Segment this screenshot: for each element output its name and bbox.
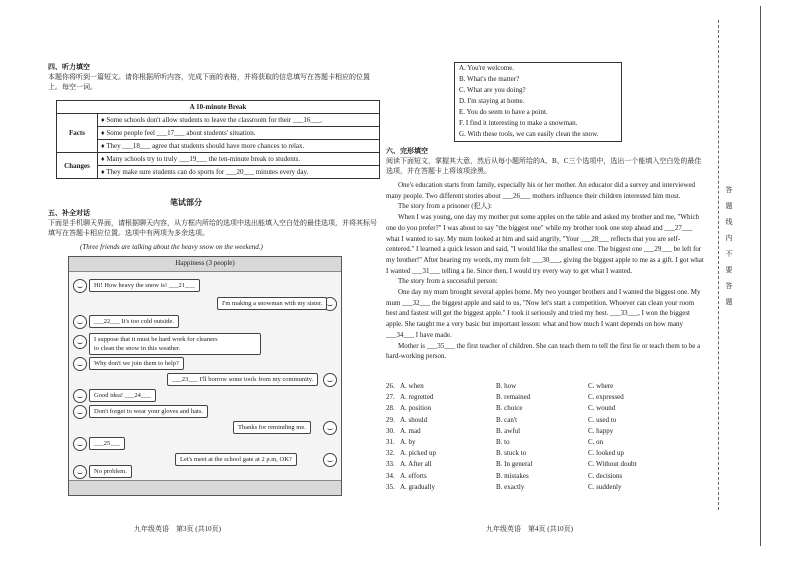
chat-titlebar: [69, 257, 341, 272]
choice-b: B. can't: [496, 415, 518, 424]
choice-a: A. picked up: [400, 449, 436, 458]
binding-char: 线: [725, 218, 733, 226]
chat-input-bar[interactable]: [69, 480, 341, 495]
choice-b: B. remained: [496, 393, 531, 402]
choice-a: A. mad: [400, 426, 421, 435]
avatar: [73, 437, 87, 451]
section5-title: 五、补全对话: [48, 209, 90, 217]
option-item: A. You're welcome.: [459, 64, 515, 72]
avatar: [323, 453, 337, 467]
chat-message: No problem.: [89, 465, 132, 478]
avatar: [73, 389, 87, 403]
avatar: [323, 421, 337, 435]
chat-message: Why don't we join them to help?: [89, 357, 184, 370]
choice-c: C. wound: [588, 404, 616, 413]
option-item: F. I find it interesting to make a snowman.: [459, 119, 578, 127]
choice-a: A. After all: [400, 460, 432, 469]
change-row: ♦ They make sure students can do sports for ___20___ minutes every day.: [98, 166, 380, 179]
choice-row: [386, 426, 686, 437]
choice-b: B. In general: [496, 460, 533, 469]
choice-list: [386, 381, 686, 493]
choice-row: [386, 471, 686, 482]
chat-message: Hi! How heavy the snow is! ___21___: [89, 279, 200, 292]
passage-paragraph: One's education starts from family, especially his or her mother. An educator did a survey and interviewed many people. Two different stories about ___26___ mothers influence their children interested him most.: [386, 181, 696, 200]
choice-a: A. by: [400, 437, 416, 446]
table-title: A 10-minute Break: [57, 101, 380, 114]
chat-window: [68, 256, 342, 496]
facts-label: Facts: [57, 114, 98, 153]
choice-number: 26.: [386, 382, 395, 390]
choice-row: [386, 437, 686, 448]
section6-instructions: 阅读下面短文，掌握其大意，然后从每小题所给的A、B、C三个选项中，选出一个能填入空白处的最佳选项，并在答题卡上将该项涂黑。: [386, 157, 702, 175]
chat-message: ___23___ I'll borrow some tools from my community.: [167, 373, 318, 386]
chat-message: Thanks for reminding me.: [233, 421, 311, 434]
avatar: [73, 335, 87, 349]
choice-b: B. choice: [496, 404, 523, 413]
choice-c: C. expressed: [588, 393, 624, 402]
avatar: [323, 373, 337, 387]
binding-line: [718, 20, 720, 510]
choice-c: C. decisions: [588, 471, 623, 480]
passage-subheading: The story from a successful person:: [398, 277, 498, 286]
choice-row: [386, 459, 686, 470]
avatar: [73, 279, 87, 293]
dialogue-scene: (Three friends are talking about the heavy snow on the weekend.): [80, 243, 263, 251]
passage-paragraph: One day my mum brought several apples home. My two younger brothers and I wanted the biggest one. My mum ___32___ the biggest apple and said to us, "Now let's start a competition. Whoever can clean your room best and fastest will get the biggest apple." I took it seriously and tried my best. ___33___, I won the biggest apple. She taught me a very basic but important lesson: what and how much I want depends on how many ___34___ I have made.: [386, 288, 701, 339]
avatar: [73, 357, 87, 371]
choice-number: 34.: [386, 471, 395, 480]
choice-b: B. awful: [496, 426, 521, 435]
choice-number: 28.: [386, 404, 395, 413]
choice-number: 30.: [386, 426, 395, 435]
avatar: [73, 465, 87, 479]
passage-paragraph: Mother is ___35___ the first teacher of children. She can teach them to tell the first lie or teach them to be a hard-working person.: [386, 341, 701, 361]
choice-c: C. suddenly: [588, 482, 622, 491]
option-item: D. I'm staying at home.: [459, 97, 525, 105]
option-item: E. You do seem to have a point.: [459, 108, 548, 116]
binding-char: 要: [725, 266, 733, 274]
section4-instructions: 本题你将听到一篇短文。请你根据所听内容，完成下面的表格，并将获取的信息填写在答题卡相应的位置上。每空一词。: [48, 73, 370, 91]
choice-number: 29.: [386, 415, 395, 424]
cloze-passage: [386, 180, 704, 362]
chat-message: ___25___: [89, 437, 125, 450]
written-part-heading: 笔试部分: [170, 198, 202, 207]
choice-b: B. exactly: [496, 482, 525, 491]
chat-title: Happiness (3 people): [175, 259, 235, 267]
fact-row: ♦ Some schools don't allow students to leave the classroom for their ___16___.: [98, 114, 380, 127]
option-item: C. What are you doing?: [459, 86, 526, 94]
binding-char: 题: [725, 298, 733, 306]
choice-c: C. where: [588, 382, 614, 390]
options-box: [454, 62, 622, 142]
choice-row: [386, 482, 686, 493]
binding-char: 内: [725, 234, 733, 242]
choice-row: [386, 392, 686, 403]
choice-c: C. Without doubt: [588, 460, 637, 469]
option-item: G. With these tools, we can easily clean the snow.: [459, 130, 599, 138]
option-item: B. What's the matter?: [459, 75, 520, 83]
choice-a: A. gradually: [400, 482, 435, 491]
binding-char: 题: [725, 202, 733, 210]
choice-a: A. should: [400, 415, 428, 424]
choice-number: 33.: [386, 460, 395, 469]
avatar: [73, 405, 87, 419]
choice-a: A. regretted: [400, 393, 434, 402]
choice-a: A. efforts: [400, 471, 427, 480]
chat-message: I'm making a snowman with my sister.: [217, 297, 327, 310]
choice-a: A. position: [400, 404, 432, 413]
change-row: ♦ Many schools try to truly ___19___ the ten-minute break to students.: [98, 153, 380, 166]
margin-rule: [760, 6, 761, 546]
chat-message: [89, 333, 261, 355]
passage-paragraph: When I was young, one day my mother put some apples on the table and asked my brother and me, "Which one do you prefer?" I was about to say "the biggest one" while my brother took one step ahead and ___27___ what I wanted to say. My mum looked at him and said angrily, "Your ___28___ reflects that you are self-centered." I learned a quick lesson and said, "I would like the smallest one. The biggest one ___29___ be left for my brother!" After hearing my words, my mum felt ___30___, giving the biggest apple to me as a gift. I got what I wanted ___31___ telling a lie. Since then, I would try every way to get what I wanted.: [386, 213, 704, 275]
binding-char: 不: [725, 250, 733, 258]
chat-message: Good idea! ___24___: [89, 389, 156, 402]
choice-number: 35.: [386, 482, 395, 491]
choice-row: [386, 403, 686, 414]
choice-number: 31.: [386, 437, 395, 446]
choice-row: [386, 381, 686, 392]
choice-b: B. stuck to: [496, 449, 527, 458]
fact-row: ♦ Some people feel ___17___ about students' situation.: [98, 127, 380, 140]
binding-char: 答: [725, 186, 733, 194]
avatar: [73, 315, 87, 329]
chat-message: ___22___ It's too cold outside.: [89, 315, 179, 328]
choice-b: B. mistakes: [496, 471, 529, 480]
choice-c: C. happy: [588, 426, 614, 435]
page-footer-left: 九年级英语 第3页 (共10页): [134, 525, 221, 533]
choice-row: [386, 448, 686, 459]
listening-table: [56, 100, 380, 179]
passage-subheading: The story from a prisoner (犯人):: [398, 202, 492, 211]
choice-c: C. on: [588, 437, 604, 446]
choice-row: [386, 415, 686, 426]
chat-message: Don't forget to wear your gloves and hats.: [89, 405, 208, 418]
choice-c: C. looked up: [588, 449, 624, 458]
chat-message-line: to clean the snow in this weather.: [94, 345, 181, 352]
fact-row: ♦ They ___18___ agree that students should have more chances to relax.: [98, 140, 380, 153]
section6-title: 六、完形填空: [386, 147, 428, 155]
choice-a: A. when: [400, 382, 424, 390]
choice-number: 27.: [386, 393, 395, 402]
section4-title: 四、听力填空: [48, 63, 90, 71]
choice-number: 32.: [386, 449, 395, 458]
page-footer-right: 九年级英语 第4页 (共10页): [486, 525, 573, 533]
chat-message-line: I suppose that it must be hard work for cleaners: [94, 336, 218, 343]
choice-b: B. how: [496, 382, 517, 390]
choice-c: C. used to: [588, 415, 617, 424]
choice-b: B. to: [496, 437, 510, 446]
changes-label: Changes: [57, 153, 98, 179]
chat-message: Let's meet at the school gate at 2 p.m, OK?: [175, 453, 297, 466]
binding-char: 答: [725, 282, 733, 290]
binding-note: [722, 182, 736, 310]
section5-instructions: 下面是手机聊天界面，请根据聊天内容，从方框内所给的选项中选出能填入空白处的最佳选项，并将其标号填写在答题卡相应位置。选项中有两项为多余选项。: [48, 219, 377, 237]
